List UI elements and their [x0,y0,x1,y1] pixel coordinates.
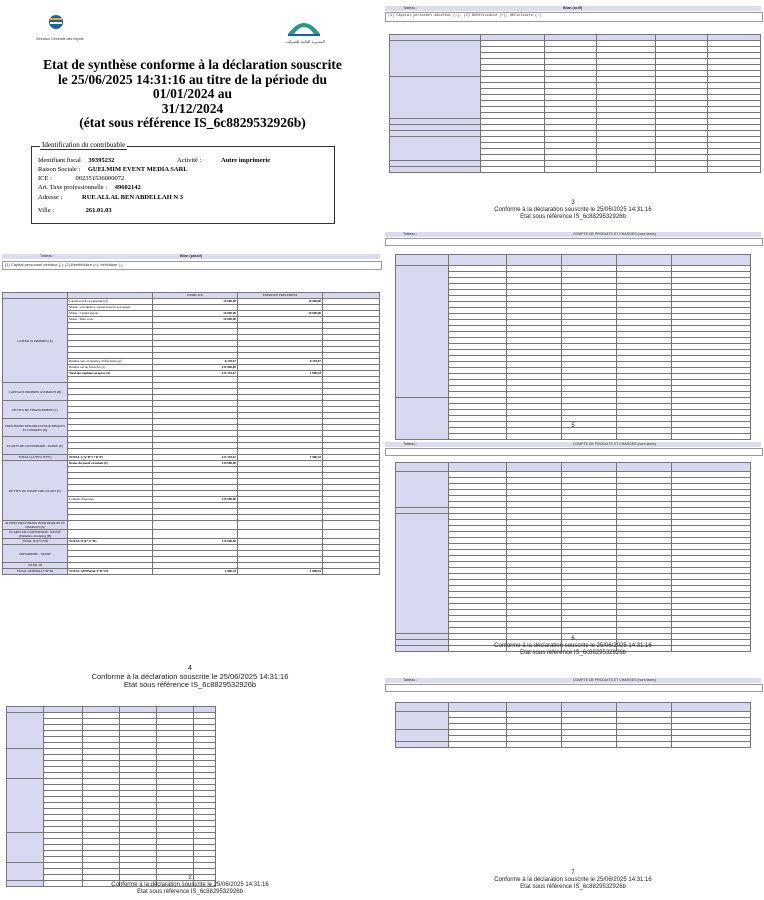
fiscal-id-value: 39395232 [88,157,115,164]
p4-note: (1) Capital personnel débiteur (-); (2) Bénéficiaire (+); déficitaire (-) [5,262,123,267]
page-7 [383,676,764,900]
p4-row-label: Moins : Dont versé [68,317,153,323]
p4-row-prev: 1 806,33 [238,455,323,461]
p4-row-label: Moins : Capital appelé [68,311,153,317]
page-5 [383,228,764,438]
right-logo-caption: المديرية العامة للضرائب [285,39,325,44]
ville-row [38,207,112,214]
p6-table-subtitle: COMPTE DE PRODUITS ET CHARGES (hors taxes) [573,442,656,446]
p4-row-ex: 1 806,33 [153,569,238,575]
p4-section-provisions: PROVISIONS DURABLES POUR RISQUES ET CHARGES (D) [3,419,68,437]
p4-section-ecarts-circ: ECARTS DE CONVERSION - PASSIF (Eléments circulants) (H) [3,530,68,539]
raison-label: Raison Sociale : [38,166,81,173]
p4-row-ex: -133 193,67 [153,371,238,377]
dgi-logo-right [282,14,326,38]
ice-label: ICE : [38,175,52,182]
p4-footer-line-1: Conforme à la déclaration souscrite le 25/06/2025 14:31:16 [91,671,289,681]
p3-table-subtitle: Bilan (actif) [563,6,583,10]
activity-row [177,157,270,164]
p4-row-prev: 10 000,00 [238,299,323,305]
p2-footer [100,875,280,896]
p7-table-subtitle: COMPTE DE PRODUITS ET CHARGES (hors taxes) [573,678,656,682]
p4-section-autres-prov: AUTRES PROVISIONS POUR RISQUES ET CHARGES (G) [3,521,68,530]
p7-page-number: 7 [571,870,575,876]
page-3 [383,0,764,225]
p3-page-number: 3 [571,200,575,206]
p4-col-precedent: EXERCICE PRECEDENT [238,293,323,299]
p7-note-box [385,684,763,692]
p7-table-label: Tableau : [403,678,418,682]
p4-section-assimiles: CAPITAUX PROPRES ASSIMILES (B) [3,383,68,401]
activity-value: Autre imprimerie [221,157,271,164]
p6-table [395,462,751,652]
dgi-logo-left [36,12,76,36]
p4-row-ex: 10 000,00 [153,317,238,323]
p2-page-number: 2 [188,875,192,881]
p5-table [395,254,751,440]
identification-title: Identification du contribuable [42,141,126,149]
page-2 [0,700,382,900]
title-line-4: (état sous référence IS_6c8829532926b) [79,115,306,130]
p7-footer-line-2: Etat sous référence IS_6c8829532926b [520,884,626,890]
activity-label: Activité : [177,157,202,164]
p4-row-ex: -8 193,67 [153,359,238,365]
ville-value: 261.01.03 [85,207,112,214]
p2-table [6,706,216,887]
p4-row-prev: 1 806,33 [238,371,323,377]
left-logo-caption: Direction Générale des Impôts [36,37,84,41]
p6-footer [483,636,663,657]
title-line-1: Etat de synthèse conforme à la déclaration souscrite [43,57,342,72]
p4-row-ex: -133 193,67 [153,455,238,461]
p2-footer-line-1: Conforme à la déclaration souscrite le 25/06/2025 14:31:16 [111,882,269,888]
p4-row-label: Résultat nets en instance d'affectation (2) [68,359,153,365]
p4-row-label: TOTAL GENERAL I+II+III [68,569,153,575]
taxe-label: Art. Taxe professionnelle : [38,184,108,191]
p3-note-box [385,12,763,22]
p6-note-box [385,448,763,456]
p4-section-total-general: TOTAL GENERAL I+II+III [3,569,68,575]
p4-row-label: Dettes du passif circulant (F) [68,461,153,467]
p4-section-tresorerie: TRESORERIE - PASSIF [3,545,68,563]
p5-page-number: 5 [571,423,575,429]
p4-section-total-1: TOTAL I (A+B+C+D+E) [3,455,68,461]
p5-table-label: Tableau : [403,232,418,236]
raison-value: GUELMIM EVENT MEDIA SARL [87,166,188,173]
p4-row-prev: -8 193,67 [238,359,323,365]
p3-footer-line-1: Conforme à la déclaration souscrite le 25/06/2025 14:31:16 [494,207,652,213]
p4-row-label: TOTAL II (F+G+H) [68,539,153,545]
raison-row [38,166,188,173]
p4-table-subtitle: Bilan (passif) [180,254,202,258]
p4-section-financement: DETTES DE FINANCEMENT (C) [3,401,68,419]
page-4 [0,252,382,692]
p7-footer [483,870,663,891]
p4-row-ex: 135 000,00 [153,539,238,545]
p4-col-exercice: EXERCICE [153,293,238,299]
p4-row-label: TOTAL I (A+B+C+D+E) [68,455,153,461]
adresse-row [38,194,183,201]
page-1 [0,0,382,250]
p6-page-number: 6 [571,636,575,642]
p4-table-label: Tableau : [40,254,55,258]
p4-section-total-2: TOTAL II (F+G+H) [3,539,68,545]
p4-row-prev: 10 000,00 [238,311,323,317]
page-6 [383,440,764,658]
p6-footer-line-2: Etat sous référence IS_6c8829532926b [520,650,626,656]
p4-row-ex: 135 000,00 [153,461,238,467]
p4-footer-line-2: Etat sous référence IS_6c8829532926b [123,680,257,689]
p4-note-box [2,261,382,270]
p3-footer [483,200,663,221]
p4-row-ex: 10 000,00 [153,299,238,305]
taxe-row [38,184,141,191]
p4-passif-table [2,292,380,575]
p4-row-ex: 135 000,00 [153,497,238,503]
title-line-3: 31/12/2024 [161,100,224,116]
p4-section-ecarts: ECARTS DE CONVERSION - PASSIF (E) [3,437,68,455]
taxe-value: 49602142 [114,184,141,191]
adresse-label: Adresse : [38,194,63,201]
p4-row-ex: 10 000,00 [153,311,238,317]
p2-footer-line-2: Etat sous référence IS_6c8829532926b [137,889,243,895]
p4-page-number: 4 [187,663,193,672]
p7-table [395,702,751,748]
fiscal-id-row [38,157,114,164]
p4-row-label: Capital social ou personnel (1) [68,299,153,305]
p4-row-label: Résultat net de l'exercice (2) [68,365,153,371]
identification-box [31,141,335,224]
ice-value: 002351536000072 [75,175,125,182]
p4-row-label: Moins : actionnaires, capital souscrit non appelé [68,305,153,311]
p6-footer-line-1: Conforme à la déclaration souscrite le 25/06/2025 14:31:16 [494,643,652,649]
p4-section-total-3: TOTAL III [3,563,68,569]
p4-section-dettes: DETTES DU PASSIF CIRCULANT (F) [3,461,68,521]
p4-row-label: Total des capitaux propres (A) [68,371,153,377]
p3-actif-table [389,34,761,173]
ice-row [38,175,124,182]
p6-table-label: Tableau : [403,442,418,446]
fiscal-id-label: Identifiant fiscal [38,157,81,164]
page-title [30,58,355,131]
p4-section-capitaux: CAPITAUX PROPRES (A) [3,299,68,383]
p4-row-prev: 1 806,33 [238,569,323,575]
p3-footer-line-2: Etat sous référence IS_6c8829532926b [520,214,626,220]
p4-footer [90,664,290,690]
p5-table-subtitle: COMPTE DE PRODUITS ET CHARGES (hors taxes) [573,232,656,236]
p3-note: (1) Capital personnel débiteur (-); (2) Bénéficiaire (+); déficitaire (-) [388,14,542,18]
p3-table-label: Tableau : [403,6,418,10]
p5-footer [483,423,663,430]
p7-footer-line-1: Conforme à la déclaration souscrite le 25/06/2025 14:31:16 [494,877,652,883]
ville-label: Ville : [38,207,55,214]
p4-row-label: Comptes d'associés [68,497,153,503]
p4-row-ex: -135 000,00 [153,365,238,371]
title-line-2: le 25/06/2025 14:31:16 au titre de la période du 01/01/2024 au [58,71,327,101]
p5-note-box [385,238,763,246]
adresse-value: RUE ALLAL BEN ABDELLAH N 3 [82,194,183,201]
